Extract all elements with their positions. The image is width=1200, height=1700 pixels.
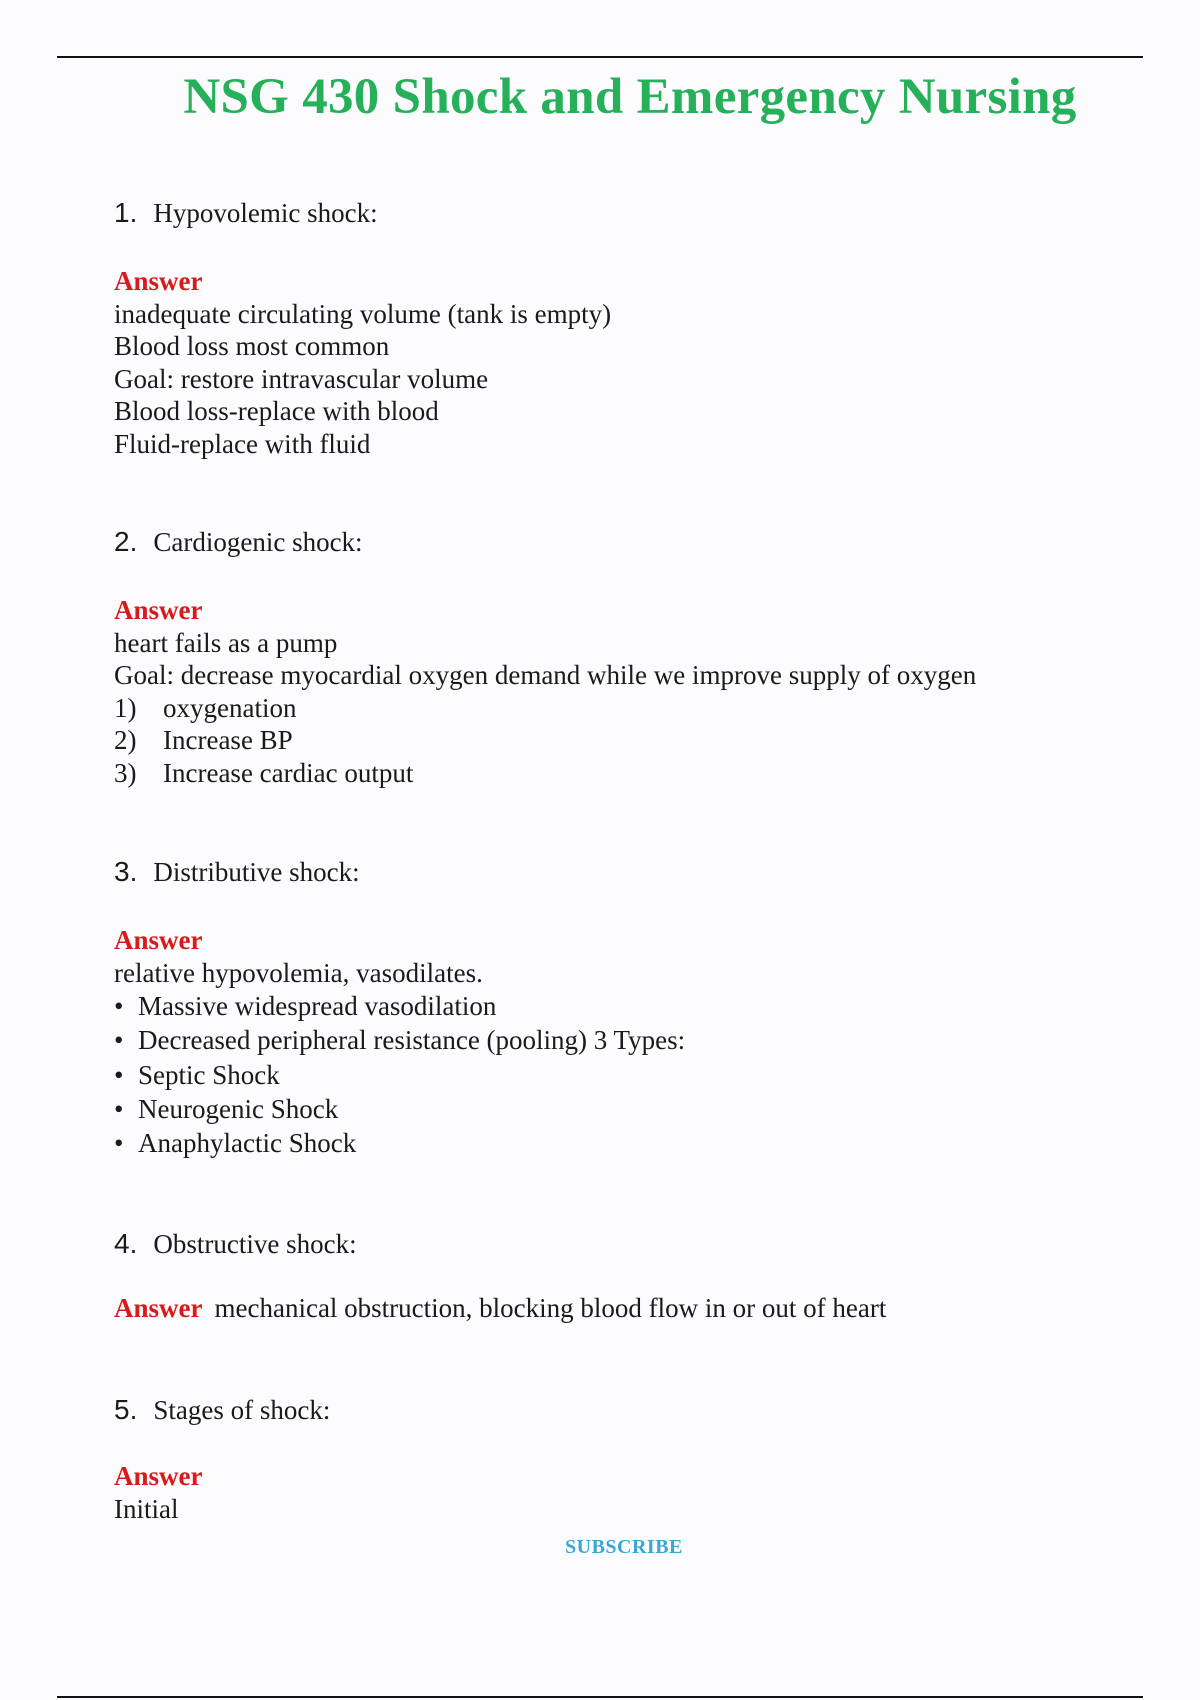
subscribe-link[interactable]: SUBSCRIBE: [565, 1536, 683, 1558]
question-prompt: Distributive shock:: [153, 857, 360, 887]
question-3: [114, 856, 360, 888]
answer-line: Blood loss most common: [114, 331, 390, 361]
answer-line: Initial: [114, 1493, 179, 1524]
question-number: 2.: [114, 526, 138, 557]
question-1: [114, 197, 378, 229]
answer-line: heart fails as a pump: [114, 627, 338, 658]
answer-label: Answer: [114, 925, 203, 955]
answer-4: [114, 1293, 886, 1324]
answer-label: Answer: [114, 266, 203, 296]
bullet-item: • Decreased peripheral resistance (pooling) 3 Types:: [114, 1025, 686, 1056]
answer-label: Answer: [114, 1461, 203, 1491]
answer-line: Blood loss-replace with blood: [114, 396, 439, 426]
bullet-item: • Neurogenic Shock: [114, 1093, 339, 1124]
bullet-item: • Anaphylactic Shock: [114, 1128, 357, 1159]
question-number: 5.: [114, 1394, 138, 1425]
question-prompt: Hypovolemic shock:: [153, 198, 378, 228]
question-2: [114, 526, 363, 558]
bottom-rule: [57, 1696, 1143, 1698]
answer-5: [114, 1460, 203, 1525]
answer-line: inadequate circulating volume (tank is empty): [114, 298, 612, 329]
answer-3: [114, 924, 685, 1160]
question-number: 1.: [114, 197, 138, 228]
answer-line: Goal: decrease myocardial oxygen demand while we improve supply of oxygen: [114, 660, 977, 690]
question-prompt: Cardiogenic shock:: [153, 527, 363, 557]
question-4: [114, 1228, 357, 1260]
numbered-item: 3) Increase cardiac output: [114, 757, 414, 788]
top-rule: [57, 56, 1143, 58]
answer-1: [114, 265, 611, 460]
numbered-item: 2) Increase BP: [114, 725, 293, 755]
answer-line: Goal: restore intravascular volume: [114, 363, 489, 394]
bullet-item: • Massive widespread vasodilation: [114, 991, 497, 1021]
question-prompt: Obstructive shock:: [153, 1229, 357, 1259]
numbered-item: 1) oxygenation: [114, 692, 297, 723]
question-5: [114, 1394, 330, 1426]
document-title: NSG 430 Shock and Emergency Nursing: [183, 69, 1077, 125]
question-number: 4.: [114, 1228, 138, 1259]
question-number: 3.: [114, 856, 138, 887]
question-prompt: Stages of shock:: [153, 1395, 331, 1425]
answer-line: relative hypovolemia, vasodilates.: [114, 957, 483, 988]
bullet-item: • Septic Shock: [114, 1059, 280, 1090]
answer-line: Fluid-replace with fluid: [114, 428, 371, 459]
answer-label: Answer: [114, 1293, 203, 1323]
answer-label: Answer: [114, 595, 203, 625]
answer-line: mechanical obstruction, blocking blood flow in or out of heart: [214, 1293, 887, 1323]
answer-2: [114, 594, 976, 789]
